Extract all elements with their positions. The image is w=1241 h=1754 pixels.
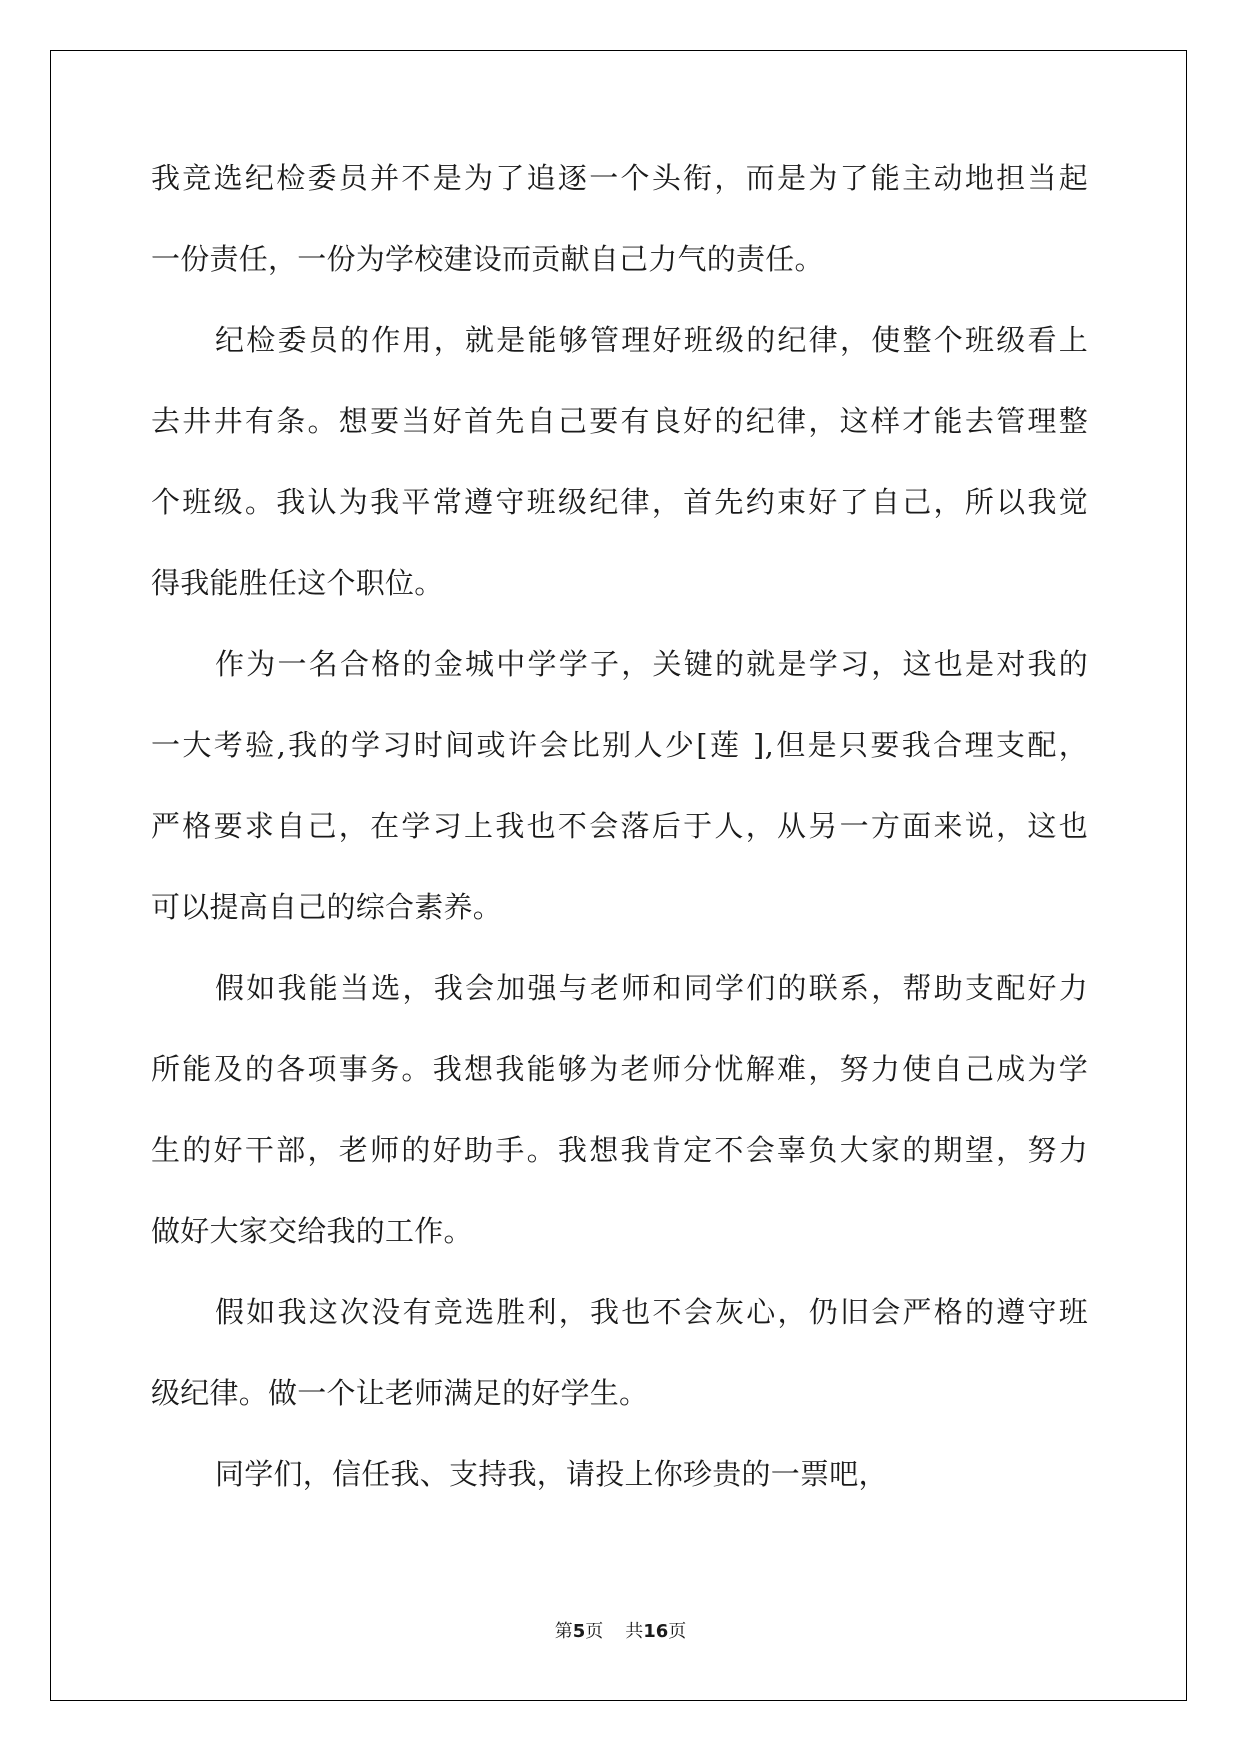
text-line: 我竞选纪检委员并不是为了追逐一个头衔，而是为了能主动地担当起 [151, 161, 1088, 195]
text-line: 去井井有条。想要当好首先自己要有良好的纪律，这样才能去管理整 [151, 404, 1088, 438]
text-line: 一大考验,我的学习时间或许会比别人少[莲 ],但是只要我合理支配， [151, 728, 1088, 762]
text-line: 个班级。我认为我平常遵守班级纪律，首先约束好了自己，所以我觉 [151, 485, 1088, 519]
total-pages: 16 [643, 1621, 669, 1642]
text-line: 一份责任，一份为学校建设而贡献自己力气的责任。 [151, 242, 824, 276]
text-line: 做好大家交给我的工作。 [151, 1214, 473, 1248]
total-suffix: 页 [668, 1621, 687, 1642]
text-line: 纪检委员的作用，就是能够管理好班级的纪律，使整个班级看上 [215, 323, 1088, 357]
total-prefix: 共 [625, 1621, 644, 1642]
text-line: 得我能胜任这个职位。 [151, 566, 444, 600]
text-line: 假如我能当选，我会加强与老师和同学们的联系，帮助支配好力 [215, 971, 1088, 1005]
text-line: 同学们，信任我、支持我，请投上你珍贵的一票吧， [215, 1457, 888, 1491]
text-line: 作为一名合格的金城中学学子，关键的就是学习，这也是对我的 [215, 647, 1088, 681]
page-number: 5 [572, 1621, 586, 1642]
text-line: 所能及的各项事务。我想我能够为老师分忧解难，努力使自己成为学 [151, 1052, 1088, 1086]
page-footer [0, 1617, 1241, 1643]
page-prefix: 第 [554, 1621, 573, 1642]
text-line: 严格要求自己，在学习上我也不会落后于人，从另一方面来说，这也 [151, 809, 1088, 843]
text-line: 级纪律。做一个让老师满足的好学生。 [151, 1376, 649, 1410]
text-line: 可以提高自己的综合素养。 [151, 890, 503, 924]
text-line: 假如我这次没有竞选胜利，我也不会灰心，仍旧会严格的遵守班 [215, 1295, 1088, 1329]
page-suffix: 页 [585, 1621, 604, 1642]
document-body [151, 158, 1088, 1535]
text-line: 生的好干部，老师的好助手。我想我肯定不会辜负大家的期望，努力 [151, 1133, 1088, 1167]
